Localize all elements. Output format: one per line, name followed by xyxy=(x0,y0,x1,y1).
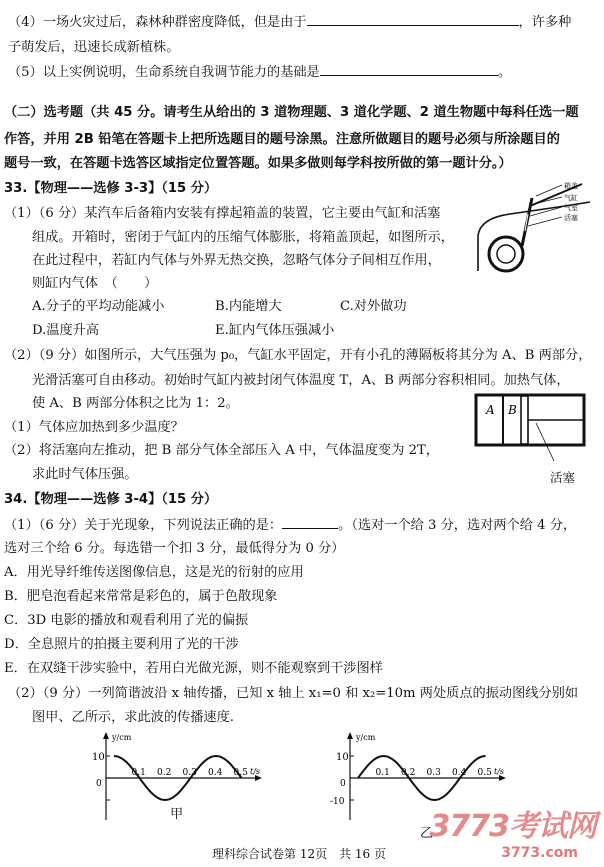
fig-label-chamber: 气室 xyxy=(564,204,578,212)
q33-option-d: D.温度升高 xyxy=(32,323,100,338)
bio-q5-text-b: 。 xyxy=(497,65,511,80)
bio-q4-line2: 子萌发后，迅速长成新植株。 xyxy=(8,40,180,55)
q34-p1-l2: 选对三个给 6 分。每选错一个扣 3 分，最低得分为 0 分） xyxy=(4,541,345,556)
q34-p2-l1: （2）（9 分）一列简谐波沿 x 轴传播，已知 x 轴上 x₁=0 和 x₂=10m 两处质点的振动图线分别如 xyxy=(8,686,579,701)
bio-q5-line xyxy=(8,63,511,81)
x-axis-label: t/s xyxy=(250,767,261,776)
q33-p1-l3: 在此过程中，若缸内气体与外界无热交换，忽略气体分子间相互作用， xyxy=(32,253,441,268)
bio-q4-blank xyxy=(307,13,519,26)
bio-q4-text-a: （4）一场火灾过后，森林种群密度降低，但是由于 xyxy=(8,15,307,30)
origin-label: 0 xyxy=(340,779,346,789)
x-tick-label: 0.5 xyxy=(477,768,492,778)
y-axis-arrow xyxy=(103,732,109,739)
x-axis-label: t/s xyxy=(494,767,505,776)
x-tick-label: 0.4 xyxy=(452,768,467,778)
y-min-label: -10 xyxy=(330,797,345,807)
q33-sub2-l2: 求此时气体压强。 xyxy=(32,467,138,482)
car-trunk-figure xyxy=(470,176,600,276)
wheel-outer xyxy=(489,237,523,271)
bio-q4-line1 xyxy=(8,13,571,31)
q33-p1-l4: 则缸内气体 （ ） xyxy=(32,276,158,291)
car-body-outline xyxy=(478,202,590,271)
chamber-b-label: B xyxy=(508,403,517,417)
q34-option-b: B．肥皂泡看起来常常是彩色的，属于色散现象 xyxy=(4,589,278,604)
watermark-logo: 3773考试网 xyxy=(429,809,596,844)
graph-label-yi: 乙 xyxy=(420,826,434,841)
x-tick-label: 0.4 xyxy=(208,768,223,778)
page-footer: 理科综合试卷第 12页 共 16 页 xyxy=(212,847,386,861)
q34-p2-l2: 图甲、乙所示，求此波的传播速度. xyxy=(32,710,235,725)
y-axis-arrow xyxy=(347,732,353,739)
x-tick-label: 0.2 xyxy=(401,768,416,778)
fig-label-lid: 箱盖 xyxy=(564,182,578,190)
q33-p2-l1: （2）（9 分）如图所示，大气压强为 p₀，气缸水平固定，开有小孔的薄隔板将其分为 A、B 两部分， xyxy=(4,348,592,363)
y-max-label: 10 xyxy=(92,752,105,763)
q34-option-d: D．全息照片的拍摄主要利用了光的干涉 xyxy=(4,637,239,652)
leader-line xyxy=(528,217,562,226)
q33-sub2-l1: （2）将活塞向左推动，把 B 部分气体全部压入 A 中，气体温度变为 2T， xyxy=(4,443,439,458)
q33-option-a: A.分子的平均动能减小 xyxy=(32,299,165,314)
q34-option-e: E．在双缝干涉实验中，若用白光做光源，则不能观察到干涉图样 xyxy=(4,661,383,676)
q33-p1-l2: 组成。开箱时，密闭于气缸内的压缩气体膨胀，将箱盖顶起，如图所示， xyxy=(32,230,454,245)
q34-answer-blank xyxy=(282,516,338,529)
q34-p1-text-a: （1）（6 分）关于光现象，下列说法正确的是： xyxy=(4,518,283,533)
y-max-label: 10 xyxy=(336,752,349,763)
section2-line3: 题号一致，在答题卡选答区域指定位置答题。如果多做则每学科按所做的第一题计分。） xyxy=(4,156,512,171)
fig-label-piston: 活塞 xyxy=(564,214,578,222)
chamber-a-label: A xyxy=(486,403,495,417)
q34-p1-text-b: 。（选对一个给 3 分，选对两个给 4 分， xyxy=(338,518,577,533)
q34-title: 34.【物理——选修 3-4】（15 分） xyxy=(4,492,218,507)
q33-p1-l1: （1）（6 分）某汽车后备箱内安装有撑起箱盖的装置，它主要由气缸和活塞 xyxy=(4,206,441,221)
q34-option-c: C．3D 电影的播放和观看利用了光的偏振 xyxy=(4,613,249,628)
x-tick-label: 0.3 xyxy=(426,768,441,778)
q33-title: 33.【物理——选修 3-3】（15 分） xyxy=(4,181,218,196)
bio-q4-text-b: ，许多种 xyxy=(518,15,572,30)
x-tick-label: 0.1 xyxy=(131,768,146,778)
q33-p2-l3: 使 A、B 两部分体积之比为 1：2。 xyxy=(32,396,239,411)
bio-q5-text-a: （5）以上实例说明，生命系统自我调节能力的基础是 xyxy=(8,65,320,80)
x-tick-label: 0.1 xyxy=(375,768,390,778)
q34-option-a: A．用光导纤维传送图像信息，这是光的衍射的应用 xyxy=(4,565,304,580)
x-tick-label: 0.5 xyxy=(233,768,248,778)
y-axis-label: y/cm xyxy=(356,733,376,742)
y-axis-label: y/cm xyxy=(112,733,132,742)
x-tick-label: 0.3 xyxy=(182,768,197,778)
graph-label-jia: 甲 xyxy=(170,807,184,822)
section2-line2: 作答，并用 2B 铅笔在答题卡上把所选题目的题号涂黑。注意所做题目的题号必须与所涂题目的 xyxy=(4,132,560,147)
q33-option-b: B.内能增大 xyxy=(215,299,282,314)
bio-q5-blank xyxy=(320,63,498,76)
piston xyxy=(521,396,528,444)
cylinder-figure xyxy=(466,385,596,485)
origin-label: 0 xyxy=(96,779,102,789)
x-tick-label: 0.2 xyxy=(157,768,172,778)
wheel-hub xyxy=(497,245,515,263)
q33-sub1: （1）气体应加热到多少温度？ xyxy=(4,420,184,435)
fig-label-cylinder: 气缸 xyxy=(564,194,578,202)
q33-option-c: C.对外做功 xyxy=(340,299,407,314)
watermark-url: 3773.com xyxy=(501,845,578,861)
q33-option-e: E.缸内气体压强减小 xyxy=(215,323,335,338)
leader-line xyxy=(536,423,554,461)
q33-p2-l2: 光滑活塞可自由移动。初始时气缸内被封闭气体温度 T，A、B 两部分容积相同。加热气体， xyxy=(32,373,570,388)
piston-label: 活塞 xyxy=(550,470,576,485)
q34-p1-l1 xyxy=(4,516,576,534)
section2-line1: （二）选考题（共 45 分。请考生从给出的 3 道物理题、3 道化学题、2 道生物题中每科任选一题 xyxy=(4,105,579,120)
